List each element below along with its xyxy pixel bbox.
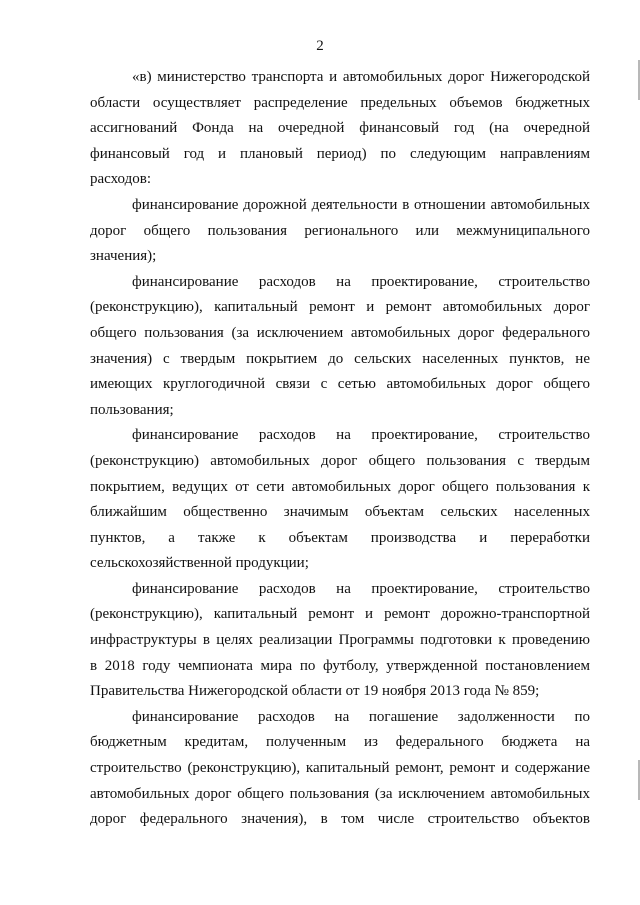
text-line: покрытием, ведущих от сети автомобильных дорог общего пользования к [90,478,590,495]
text-line: дорог общего пользования регионального или межмуниципального [90,222,590,239]
text-line: общего пользования (за исключением автомобильных дорог федерального [90,324,590,341]
text-line: инфраструктуры в целях реализации Программы подготовки к проведению [90,632,590,649]
text-line: финансирование расходов на проектирование, строительство [132,273,590,290]
paragraph-rural-roads [90,270,590,424]
text-line: значения) с твердым покрытием до сельских населенных пунктов, не [90,350,590,367]
text-line: дорог федерального значения), в том числе строительство объектов [90,811,590,828]
text-line: бюджетным кредитам, полученным из федерального бюджета на [90,734,590,751]
text-line: пунктов, а также к объектам производства и переработки [90,529,590,546]
text-line: строительство (реконструкцию), капитальный ремонт, ремонт и содержание [90,760,590,777]
paragraph-social-objects [90,423,590,577]
text-line: финансирование расходов на проектирование, строительство [132,427,590,444]
text-line: ассигнований Фонда на очередной финансовый год (на очередной [90,120,590,137]
text-line: (реконструкцию), капитальный ремонт и ремонт автомобильных дорог [90,299,590,316]
document-body [90,65,590,833]
paragraph-world-cup [90,577,590,705]
text-line: финансирование расходов на проектирование, строительство [132,580,590,597]
text-line: финансирование дорожной деятельности в отношении автомобильных [132,196,590,213]
paragraph-intro [90,65,590,193]
text-line: области осуществляет распределение предельных объемов бюджетных [90,94,590,111]
paragraph-road-activity [90,193,590,270]
text-line: пользования; [90,401,174,418]
text-line: значения); [90,248,157,265]
text-line: финансирование расходов на погашение задолженности по [132,708,590,725]
text-line: расходов: [90,171,151,188]
text-line: ближайшим общественно значимым объектам сельских населенных [90,504,590,521]
text-line: автомобильных дорог общего пользования (за исключением автомобильных [90,785,590,802]
text-line: (реконструкцию), капитальный ремонт и ремонт дорожно-транспортной [90,606,590,623]
text-line: Правительства Нижегородской области от 19 ноября 2013 года № 859; [90,683,540,700]
text-line: сельскохозяйственной продукции; [90,555,309,572]
text-line: «в) министерство транспорта и автомобильных дорог Нижегородской [132,69,590,85]
text-line: (реконструкцию) автомобильных дорог общего пользования с твердым [90,452,590,469]
text-line: имеющих круглогодичной связи с сетью автомобильных дорог общего [90,376,590,393]
paragraph-debt-repayment [90,705,590,833]
text-line: финансовый год и плановый период) по следующим направлениям [90,145,590,162]
page-number: 2 [316,38,324,54]
text-line: в 2018 году чемпионата мира по футболу, утвержденной постановлением [90,657,590,674]
